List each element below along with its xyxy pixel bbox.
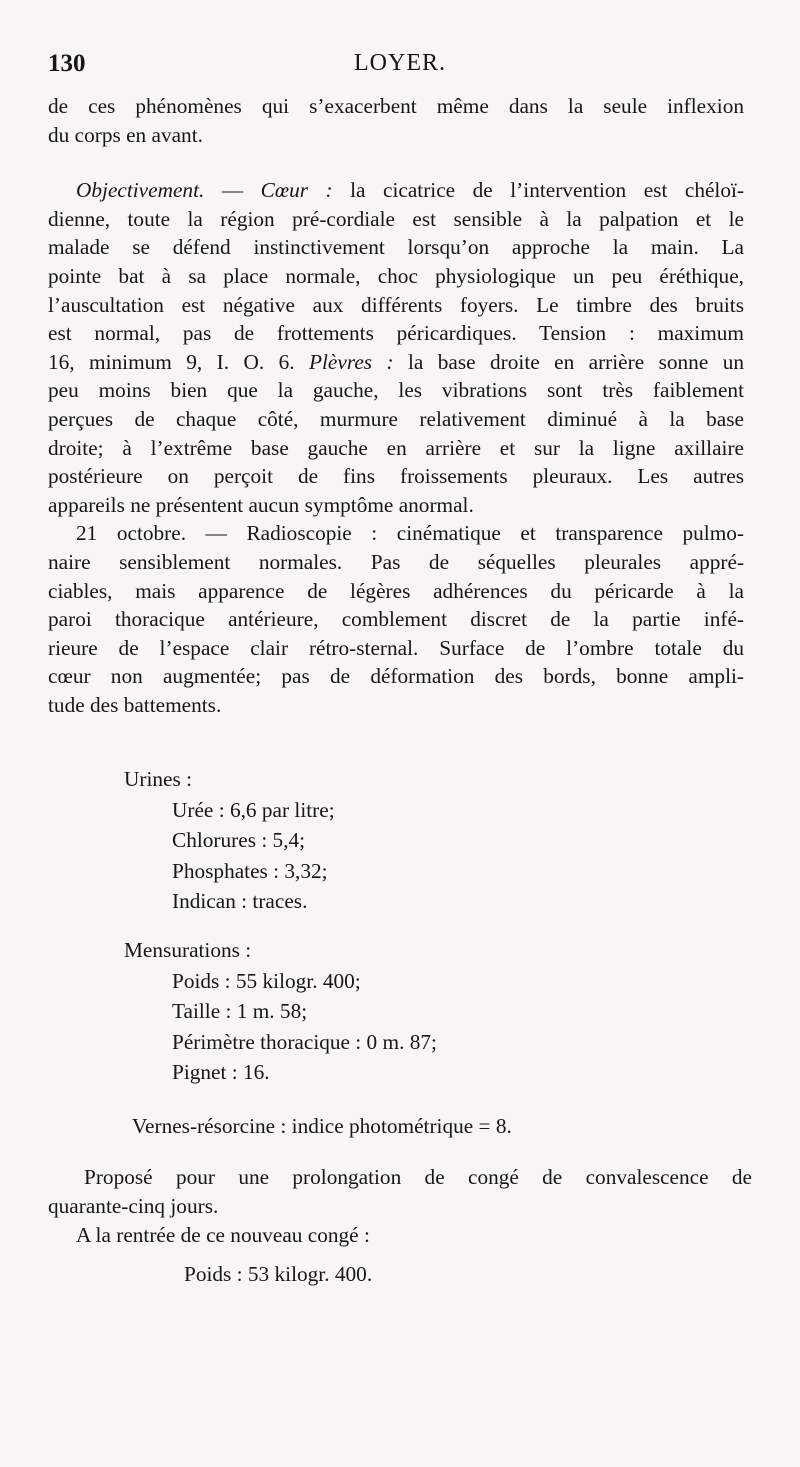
text-line: Poids : 53 kilogr. 400.	[184, 1262, 373, 1286]
text-line: cœur non augmentée; pas de déformation des bords, bonne ampli-	[48, 664, 744, 689]
list-item: Indican : traces.	[172, 889, 308, 914]
list-item: Taille : 1 m. 58;	[172, 999, 308, 1024]
body-text	[48, 92, 744, 719]
text-line: Proposé pour une prolongation de congé de convalescence de	[84, 1165, 752, 1189]
text-line: paroi thoracique antérieure, comblement discret de la partie infé-	[48, 607, 744, 632]
text-line: tude des battements.	[48, 692, 222, 717]
label-coeur: Cœur :	[260, 178, 333, 203]
text-line: l’auscultation est négative aux différents foyers. Le timbre des bruits	[48, 292, 744, 317]
text-line: appareils ne présentent aucun symptôme anormal.	[48, 492, 474, 517]
text-line: dienne, toute la région pré-cordiale est sensible à la palpation et le	[48, 206, 744, 231]
text-line: quarante-cinq jours.	[48, 1194, 219, 1218]
text-line: A la rentrée de ce nouveau congé :	[76, 1223, 370, 1247]
label-plevres: Plèvres :	[309, 349, 394, 374]
text-fragment: 16, minimum 9, I. O. 6.	[48, 349, 309, 374]
urines-block	[124, 764, 335, 917]
em-dash: —	[204, 178, 261, 203]
proposal-paragraph	[48, 1163, 752, 1289]
text-fragment: la base droite en arrière sonne un	[393, 349, 744, 374]
list-item: Chlorures : 5,4;	[172, 828, 306, 853]
list-item: Pignet : 16.	[172, 1060, 270, 1085]
text-line: rieure de l’espace clair rétro-sternal. Surface de l’ombre totale du	[48, 635, 744, 660]
text-line: de ces phénomènes qui s’exacerbent même dans la seule inflexion	[48, 94, 744, 118]
mensurations-block	[124, 935, 437, 1088]
vernes-line	[132, 1111, 512, 1142]
list-item: Phosphates : 3,32;	[172, 858, 328, 883]
text-line: ciables, mais apparence de légères adhérences du péricarde à la	[48, 578, 744, 603]
page-number: 130	[48, 50, 86, 77]
list-item: Périmètre thoracique : 0 m. 87;	[172, 1029, 437, 1054]
text-line: malade se défend instinctivement lorsqu’on approche la main. La	[48, 235, 744, 260]
text-line: postérieure on perçoit de fins froissements pleuraux. Les autres	[48, 464, 744, 489]
text-line: est normal, pas de frottements péricardiques. Tension : maximum	[48, 321, 744, 346]
page-header	[48, 50, 752, 84]
mensurations-title: Mensurations :	[124, 938, 252, 962]
list-item: Poids : 55 kilogr. 400;	[172, 968, 361, 993]
paragraph-gap	[48, 149, 744, 176]
text-line: droite; à l’extrême base gauche en arrière et sur la ligne axillaire	[48, 435, 744, 460]
text-line: du corps en avant.	[48, 122, 203, 147]
text-line: 21 octobre. — Radioscopie : cinématique et transparence pulmo-	[76, 521, 744, 546]
text-line: perçues de chaque côté, murmure relativement diminué à la base	[48, 406, 744, 431]
text-line	[48, 176, 744, 205]
text-line: pointe bat à sa place normale, choc physiologique un peu éréthique,	[48, 263, 744, 288]
text-line: peu moins bien que la gauche, les vibrations sont très faiblement	[48, 378, 744, 403]
list-item: Urée : 6,6 par litre;	[172, 797, 335, 822]
text-line	[48, 348, 744, 377]
urines-title: Urines :	[124, 767, 193, 791]
text-fragment: la cicatrice de l’intervention est chéloï-	[332, 178, 744, 203]
label-objectivement: Objectivement.	[76, 178, 205, 203]
text-line: naire sensiblement normales. Pas de séquelles pleurales appré-	[48, 549, 744, 574]
running-title: LOYER.	[354, 50, 446, 76]
text-line: Vernes-résorcine : indice photométrique = 8.	[132, 1114, 512, 1138]
